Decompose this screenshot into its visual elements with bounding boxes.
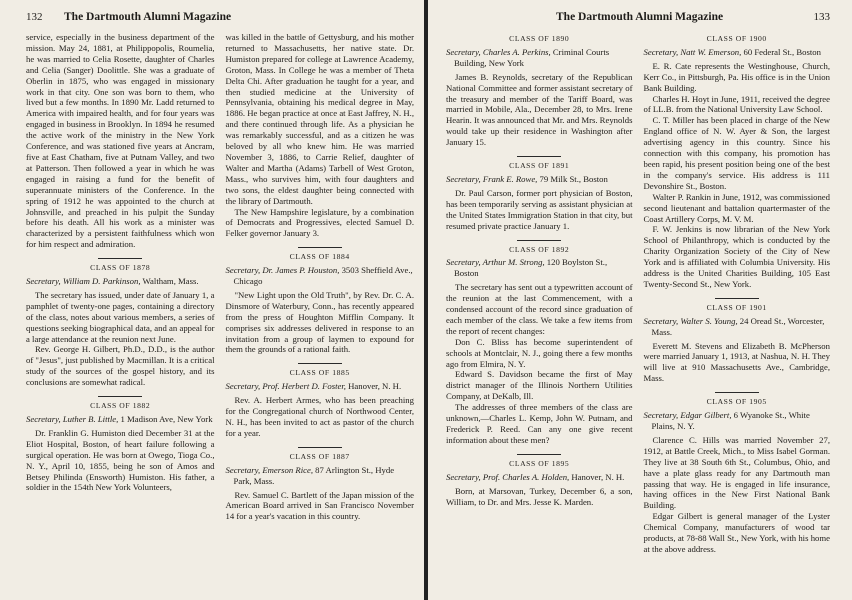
secretary-address: 6 Wyanoke St., White Plains, N. Y. bbox=[651, 410, 810, 431]
secretary-address: 79 Milk St., Boston bbox=[537, 173, 608, 184]
running-title: The Dartmouth Alumni Magazine bbox=[556, 11, 724, 23]
secretary-name: Secretary, Arthur M. Strong, bbox=[446, 257, 545, 268]
secretary-name: Secretary, Luther B. Little, bbox=[26, 414, 119, 424]
section-divider bbox=[298, 447, 342, 448]
class-heading: CLASS OF 1887 bbox=[289, 451, 350, 461]
class-heading: CLASS OF 1878 bbox=[90, 263, 151, 273]
secretary-address: Hanover, N. H. bbox=[569, 471, 625, 482]
secretary-name: Secretary, Prof. Herbert D. Foster, bbox=[225, 381, 346, 392]
secretary-name: Secretary, Edgar Gilbert, bbox=[643, 410, 732, 421]
news-paragraph: The New Hampshire legislature, by a combination of Democrats and Progressives, elected Samuel D. Felker governor January 3. bbox=[225, 206, 414, 239]
class-secretary bbox=[446, 257, 633, 279]
class-heading: CLASS OF 1895 bbox=[509, 458, 570, 468]
news-paragraph: E. R. Cate represents the Westinghouse, Church, Kerr Co., in Pittsburgh, Pa. His office is in the Union Bank Building. bbox=[643, 60, 830, 93]
left-page-column-1 bbox=[26, 32, 215, 522]
news-paragraph: The addresses of three members of the class are unknown,—Charles L. Kemp, John W. Putnam, and Frederick P. Reed. Can any one give recent information about these men? bbox=[446, 402, 633, 445]
class-secretary bbox=[446, 472, 633, 483]
secretary-name: Secretary, William D. Parkinson, bbox=[26, 276, 141, 287]
left-page-columns bbox=[26, 32, 414, 522]
class-secretary bbox=[226, 465, 415, 487]
secretary-name: Secretary, Frank E. Rowe, bbox=[446, 173, 538, 184]
secretary-name: Secretary, Natt W. Emerson, bbox=[643, 46, 742, 57]
class-heading: CLASS OF 1892 bbox=[509, 244, 570, 254]
right-page-columns bbox=[446, 32, 830, 555]
news-paragraph: Charles H. Hoyt in June, 1911, received the degree of LL.B. from the National University Law School. bbox=[643, 93, 830, 115]
news-paragraph: Rev. A. Herbert Armes, who has been preaching for the Congregational church of Northwood Center, N. H., has been invited to act as pastor of the church for a year. bbox=[225, 395, 414, 438]
section-divider bbox=[98, 396, 142, 397]
secretary-address: Criminal Courts Building, New York bbox=[454, 46, 610, 68]
secretary-name: Secretary, Dr. James P. Houston, bbox=[225, 265, 340, 276]
secretary-name: Secretary, Prof. Charles A. Holden, bbox=[446, 471, 570, 482]
secretary-name: Secretary, Walter S. Young, bbox=[643, 315, 738, 326]
section-divider bbox=[715, 392, 759, 393]
class-secretary bbox=[226, 381, 415, 392]
news-paragraph: Don C. Bliss has become superintendent of schools at Montclair, N. J., going there a few months ago from Elmira, N. Y. bbox=[446, 336, 633, 369]
news-paragraph: C. T. Miller has been placed in charge of the New England office of N. W. Ayer & Son, the largest advertising agency in this country. Since his connection with this company, his promotion has been rapid, his present position being one of the best in the company's service. His address is 111 Devonshire St., Boston. bbox=[643, 115, 830, 191]
class-secretary bbox=[26, 414, 215, 425]
section-divider bbox=[517, 240, 561, 241]
section-divider bbox=[298, 247, 342, 248]
class-heading: CLASS OF 1884 bbox=[289, 252, 350, 262]
class-secretary bbox=[226, 265, 415, 287]
secretary-address: 60 Federal St., Boston bbox=[741, 46, 821, 57]
secretary-address: 3503 Sheffield Ave., Chicago bbox=[233, 265, 413, 287]
news-paragraph: Born, at Marsovan, Turkey, December 6, a son, William, to Dr. and Mrs. Jesse K. Marden. bbox=[446, 485, 633, 507]
news-paragraph: Dr. Paul Carson, former port physician of Boston, has been temporarily serving as assistant physician at the United States Immigration Station in that city, but resumed private practice January 1. bbox=[446, 187, 633, 231]
class-secretary bbox=[644, 47, 831, 58]
class-heading: CLASS OF 1900 bbox=[706, 34, 767, 43]
page-number: 132 bbox=[26, 11, 43, 23]
secretary-address: 120 Boylston St., Boston bbox=[454, 257, 608, 279]
secretary-address: Hanover, N. H. bbox=[345, 381, 402, 392]
news-paragraph: Edgar Gilbert is general manager of the Lyster Chemical Company, manufacturers of wood tar products, at 78-88 Wall St., New York, with his home at the above address. bbox=[643, 511, 830, 554]
news-paragraph: The secretary has sent out a typewritten account of the reunion at the last Commencement, with a condensed account of the record since graduation of each member of the class. We take a few items from the report of recent changes: bbox=[446, 282, 633, 336]
secretary-address: 1 Madison Ave, New York bbox=[118, 414, 213, 424]
secretary-name: Secretary, Emerson Rice, bbox=[225, 464, 313, 475]
class-heading: CLASS OF 1885 bbox=[289, 368, 350, 378]
class-heading: CLASS OF 1905 bbox=[706, 397, 767, 407]
section-divider bbox=[715, 298, 759, 299]
class-secretary bbox=[26, 276, 215, 287]
class-secretary bbox=[446, 47, 633, 69]
section-divider bbox=[517, 454, 561, 455]
left-page-column-2 bbox=[226, 32, 415, 522]
class-heading: CLASS OF 1882 bbox=[90, 401, 151, 411]
class-secretary bbox=[644, 316, 831, 338]
news-paragraph: service, especially in the business department of the mission. May 24, 1881, at Philippopolis, Roumelia, he was married to Celia Rosette, daughter of Charles and Celia (Sanger) Doolittle. She was a graduate of Oberlin in 1875, who was engaged in missionary work in that city. One son was born to them, who lived but a few months. In 1890 Mr. Ladd returned to America with impaired health, and for four years was engaged in business in Brooklyn. In 1894 he resumed the active work of the ministry in the New York Conference, and was stationed five years at Ancram, five at East Chatham, five at Putnam Valley, and two at Patterson. Then followed a year in which he was engaged in raising a fund for the benefit of superannuate ministers of the Conference. In the spring of 1912 he was appointed to the church at Johnsville, and preached in his pulpit the Sunday before his death. All his work as a minister was characterized by a persistent faithfulness which won for him respect and admiration. bbox=[26, 32, 215, 250]
news-paragraph: James B. Reynolds, secretary of the Republican National Committee and former assistant secretary of the treasury and member of the Tariff Board, was married in Mobile, Ala., December 28, to Mrs. Irene Hearin. It was announced that Mr. and Mrs. Reynolds would take up their residence in Washington after January 15. bbox=[446, 71, 633, 148]
news-paragraph: "New Light upon the Old Truth", by Rev. Dr. C. A. Dinsmore of Waterbury, Conn., has recently appeared from the press of Houghton Mifflin Company. It comprises six addresses delivered in response to an invitation from a group of laymen to expound for them the grounds of a rational faith. bbox=[225, 289, 414, 355]
news-paragraph: Clarence C. Hills was married November 27, 1912, at Battle Creek, Mich., to Miss Isabel Gorman. They live at 38 South 6th St., Columbus, Ohio, and have a plate glass ready for any Dartmouth man passing that way. He is engaged in life insurance, having offices in the New First National Bank Building. bbox=[643, 434, 830, 511]
right-page-column-2 bbox=[644, 32, 831, 555]
news-paragraph: Edward S. Davidson became the first of May district manager of the Illinois Northern Utilities Company, at DeKalb, Ill. bbox=[446, 369, 633, 402]
class-secretary bbox=[446, 174, 633, 185]
page-number: 133 bbox=[813, 11, 830, 23]
left-page bbox=[0, 0, 424, 600]
news-paragraph: Everett M. Stevens and Elizabeth B. McPherson were married January 1, 1913, at Nashua, N. H. They will live at 910 Massachusetts Ave., Cambridge, Mass. bbox=[643, 340, 830, 384]
secretary-address: 24 Oread St., Worcester, Mass. bbox=[651, 315, 825, 337]
news-paragraph: Dr. Franklin G. Humiston died December 31 at the Eliot Hospital, Boston, of heart failure following a surgical operation. He was born at Owego, Tioga Co., N. Y., April 10, 1855, being he son of Amos and Betsey Philinda (Ensworth) Humiston. His father, a soldier in the 154th New York Volunteers, bbox=[26, 427, 215, 493]
secretary-address: 87 Arlington St., Hyde Park, Mass. bbox=[233, 464, 395, 486]
class-heading: CLASS OF 1890 bbox=[509, 34, 570, 43]
right-page bbox=[428, 0, 852, 600]
news-paragraph: Walter P. Rankin in June, 1912, was commissioned second lieutenant and battalion quartermaster of the Coast Artillery Corps, M. V. M. bbox=[643, 191, 830, 224]
news-paragraph: was killed in the battle of Gettysburg, and his mother returned to Massachusetts, her native state. Dr. Humiston prepared for college at Lawrence Academy, Groton, Mass. In College he was a member of Theta Delta Chi. After graduation he taught for a year, and then studied medicine at the University of Pennsylvania, obtaining his medical degree in May, 1886. He began practice at once at East Jaffrey, N. H., and there continued through life. As a physician he was remarkably successful, and as a citizen he was beloved by all who knew him. He was married November 3, 1886, to Carrie Relief, daughter of Walter and Martha (Adams) Tarbell of West Groton, Mass., who survives him, with four daughters and two sons, the eldest daughter being connected with the library of Dartmouth. bbox=[225, 32, 414, 206]
class-heading: CLASS OF 1901 bbox=[706, 302, 767, 312]
running-title: The Dartmouth Alumni Magazine bbox=[64, 11, 232, 23]
secretary-name: Secretary, Charles A. Perkins, bbox=[446, 46, 551, 57]
news-paragraph: Rev. George H. Gilbert, Ph.D., D.D., is the author of "Jesus", just published by Macmillan. It is a critical study of the sources of the gospel history, and its conclusions are somewhat radical. bbox=[26, 344, 215, 388]
right-page-header bbox=[446, 6, 830, 28]
class-heading: CLASS OF 1891 bbox=[509, 161, 570, 171]
news-paragraph: F. W. Jenkins is now librarian of the New York School of Philanthropy, which is conducted by the Charity Organization Society of the City of New York and is affiliated with Columbia University. His address is the United Charities Building, 105 East Twenty-Second St., New York. bbox=[643, 224, 830, 289]
left-page-header bbox=[26, 6, 414, 28]
news-paragraph: Rev. Samuel C. Bartlett of the Japan mission of the American Board arrived in San Francisco November 14 for a year's vacation in this country. bbox=[225, 489, 414, 522]
section-divider bbox=[98, 258, 142, 259]
secretary-address: Waltham, Mass. bbox=[140, 276, 199, 287]
right-page-column-1 bbox=[446, 32, 633, 555]
class-secretary bbox=[644, 410, 831, 432]
section-divider bbox=[517, 156, 561, 157]
section-divider bbox=[298, 363, 342, 364]
news-paragraph: The secretary has issued, under date of January 1, a pamphlet of twenty-one pages, containing a directory of the class, notes about various members, a series of questions seeking biographical data, and an appeal for a large attendance at the reunion next June. bbox=[26, 289, 215, 344]
